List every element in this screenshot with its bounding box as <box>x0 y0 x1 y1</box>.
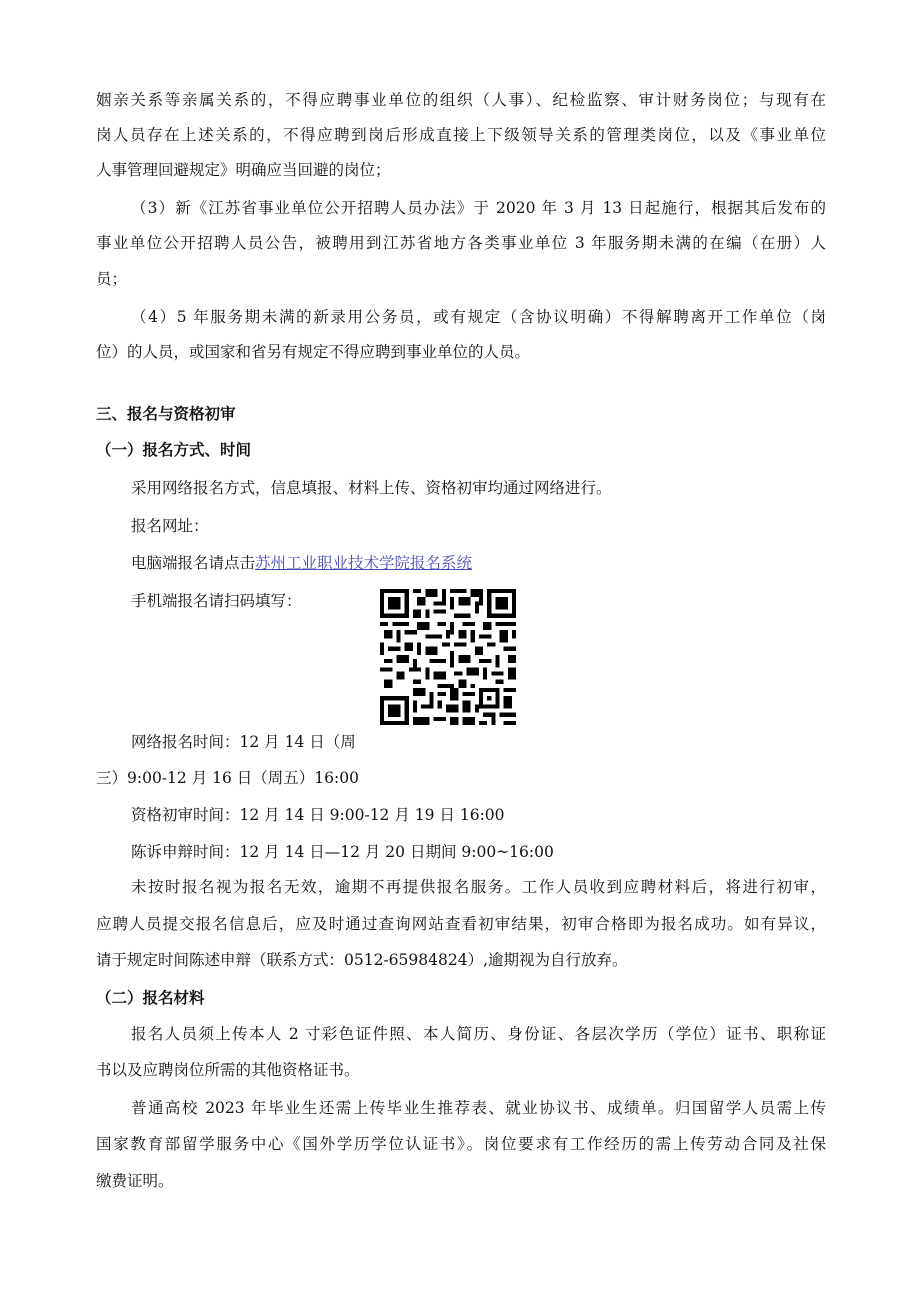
paragraph-line: 事业单位公开招聘人员公告，被聘用到江苏省地方各类事业单位 3 年服务期未满的在编（在册）人 <box>96 234 826 252</box>
paragraph-line: 采用网络报名方式，信息填报、材料上传、资格初审均通过网络进行。 <box>131 479 612 497</box>
paragraph-line: 位）的人员，或国家和省另有规定不得应聘到事业单位的人员。 <box>96 343 531 361</box>
paragraph-line: 姻亲关系等亲属关系的，不得应聘事业单位的组织（人事）、纪检监察、审计财务岗位；与现有在 <box>96 91 826 109</box>
paragraph-line: （4）5 年服务期未满的新录用公务员，或有规定（含协议明确）不得解聘离开工作单位（岗 <box>131 308 826 326</box>
paragraph-line: 普通高校 2023 年毕业生还需上传毕业生推荐表、就业协议书、成绩单。归国留学人员需上传 <box>131 1099 826 1117</box>
pc-registration-line <box>131 552 472 574</box>
paragraph-line: 报名人员须上传本人 2 寸彩色证件照、本人简历、身份证、各层次学历（学位）证书、职称证 <box>131 1025 826 1043</box>
mobile-registration-label: 手机端报名请扫码填写： <box>131 592 302 610</box>
paragraph-line: 人事管理回避规定》明确应当回避的岗位； <box>96 161 391 179</box>
pc-registration-prefix: 电脑端报名请点击 <box>131 554 256 572</box>
registration-time-line: 网络报名时间：12 月 14 日（周 <box>131 733 356 751</box>
registration-system-link[interactable]: 苏州工业职业技术学院报名系统 <box>255 554 473 572</box>
paragraph-line: 未按时报名视为报名无效，逾期不再提供报名服务。工作人员收到应聘材料后，将进行初审， <box>131 878 826 896</box>
url-label: 报名网址： <box>131 517 209 535</box>
review-time-line: 资格初审时间：12 月 14 日 9:00-12 月 19 日 16:00 <box>131 806 505 824</box>
section-title: 三、报名与资格初审 <box>96 405 236 423</box>
subsection-title: （一）报名方式、时间 <box>96 441 252 459</box>
paragraph-line: 国家教育部留学服务中心《国外学历学位认证书》。岗位要求有工作经历的需上传劳动合同及社保 <box>96 1135 826 1153</box>
paragraph-line: 应聘人员提交报名信息后，应及时通过查询网站查看初审结果，初审合格即为报名成功。如有异议， <box>96 915 826 933</box>
appeal-time-line: 陈诉申辩时间：12 月 14 日—12 月 20 日期间 9:00~16:00 <box>131 843 554 861</box>
qr-code-icon[interactable] <box>380 589 516 725</box>
paragraph-line: 岗人员存在上述关系的，不得应聘到岗后形成直接上下级领导关系的管理类岗位，以及《事业单位 <box>96 126 826 144</box>
paragraph-line: 请于规定时间陈述申辩（联系方式：0512-65984824）,逾期视为自行放弃。 <box>96 951 628 969</box>
registration-time-line: 三）9:00-12 月 16 日（周五）16:00 <box>96 769 359 787</box>
paragraph-line: 员； <box>96 270 128 288</box>
paragraph-line: （3）新《江苏省事业单位公开招聘人员办法》于 2020 年 3 月 13 日起施行，根据其后发布的 <box>131 199 826 217</box>
paragraph-line: 书以及应聘岗位所需的其他资格证书。 <box>96 1061 360 1079</box>
paragraph-line: 缴费证明。 <box>96 1172 174 1190</box>
subsection-title: （二）报名材料 <box>96 989 205 1007</box>
